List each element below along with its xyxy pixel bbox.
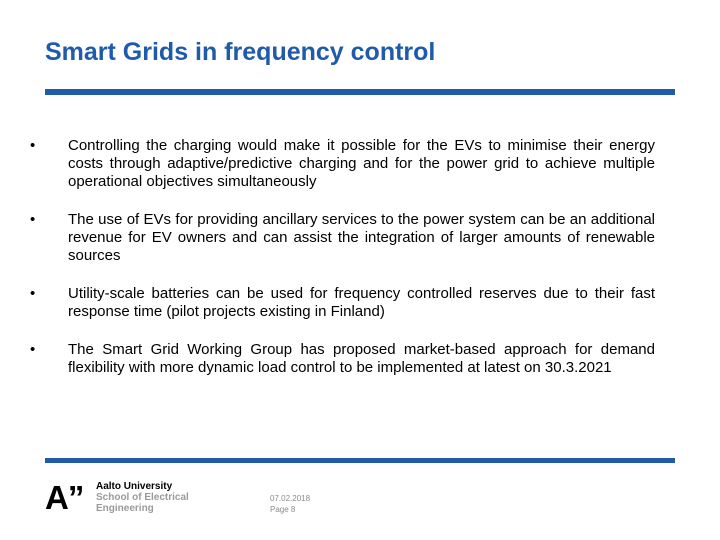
- footer-divider: [45, 458, 675, 463]
- bullet-dot-icon: •: [30, 211, 36, 228]
- bullet-text: The Smart Grid Working Group has proposed market-based approach for demand flexibility with more dynamic load control to be implemented at latest on 30.3.2021: [68, 341, 655, 376]
- bullet-text: Utility-scale batteries can be used for frequency controlled reserves due to their fast response time (pilot projects existing in Finland): [68, 285, 655, 320]
- slide-title: Smart Grids in frequency control: [45, 38, 436, 66]
- bullet-item: [30, 211, 655, 265]
- university-line-2: School of Electrical: [96, 492, 189, 503]
- bullet-dot-icon: •: [30, 137, 36, 154]
- university-line-3: Engineering: [96, 503, 154, 514]
- bullet-dot-icon: •: [30, 341, 36, 358]
- slide-page-number: Page 8: [270, 505, 296, 514]
- bullet-text: The use of EVs for providing ancillary services to the power system can be an additional revenue for EV owners and can assist the integration of larger amounts of renewable sources: [68, 211, 655, 264]
- university-name: [96, 481, 189, 514]
- bullet-list: [30, 137, 655, 397]
- bullet-text: Controlling the charging would make it possible for the EVs to minimise their energy costs through adaptive/predictive charging and for the power grid to achieve multiple operational objectives simultaneously: [68, 137, 655, 190]
- university-line-1: Aalto University: [96, 481, 173, 492]
- slide-meta: [270, 493, 310, 515]
- aalto-logo: A”: [45, 479, 84, 516]
- slide-date: 07.02.2018: [270, 494, 311, 503]
- bullet-item: [30, 137, 655, 191]
- title-divider: [45, 89, 675, 95]
- bullet-item: [30, 285, 655, 321]
- bullet-item: [30, 341, 655, 377]
- bullet-dot-icon: •: [30, 285, 36, 302]
